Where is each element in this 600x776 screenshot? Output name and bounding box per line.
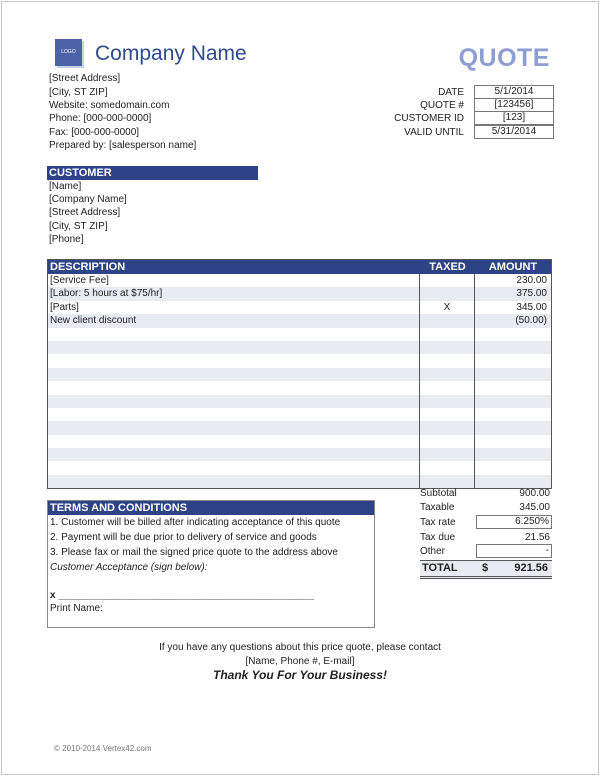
table-row[interactable]: [48, 301, 551, 314]
item-description[interactable]: [48, 328, 420, 341]
item-amount[interactable]: [475, 448, 551, 461]
item-amount[interactable]: [475, 395, 551, 408]
tax-rate-label: Tax rate: [420, 517, 456, 528]
item-description[interactable]: [48, 408, 420, 421]
item-taxed[interactable]: [420, 395, 475, 408]
customer-id-field[interactable]: [123]: [474, 111, 554, 125]
item-taxed[interactable]: [420, 274, 475, 287]
table-row[interactable]: [48, 395, 551, 408]
line-items-table: [47, 259, 552, 489]
table-row[interactable]: [48, 368, 551, 381]
prepared-by: Prepared by: [salesperson name]: [49, 140, 197, 151]
taxed-header: TAXED: [429, 261, 466, 273]
date-label: DATE: [438, 87, 464, 98]
item-amount[interactable]: 230.00: [516, 275, 547, 286]
thank-you-message: Thank You For Your Business!: [212, 668, 388, 682]
amount-header: AMOUNT: [488, 261, 538, 273]
fax: Fax: [000-000-0000]: [49, 127, 140, 138]
acceptance-label: Customer Acceptance (sign below):: [50, 562, 208, 573]
table-row[interactable]: [48, 354, 551, 367]
quote-title: QUOTE: [458, 44, 550, 72]
term-1: 1. Customer will be billed after indicating acceptance of this quote: [50, 517, 341, 528]
customer-company: [Company Name]: [49, 194, 127, 205]
item-amount[interactable]: 345.00: [516, 301, 547, 313]
quote-number-field[interactable]: [123456]: [474, 98, 554, 112]
customer-id-label: CUSTOMER ID: [394, 113, 464, 124]
item-amount[interactable]: [475, 354, 551, 367]
customer-heading: CUSTOMER: [47, 166, 258, 180]
city-state-zip: [City, ST ZIP]: [49, 87, 108, 98]
taxable-value: 345.00: [519, 502, 550, 513]
item-amount[interactable]: [475, 421, 551, 434]
item-description[interactable]: [48, 475, 420, 488]
item-taxed[interactable]: [420, 408, 475, 421]
item-amount[interactable]: [475, 408, 551, 421]
item-description[interactable]: [48, 341, 420, 354]
table-row[interactable]: [48, 421, 551, 434]
company-logo: LOGO: [55, 39, 82, 66]
tax-due-value: 21.56: [524, 532, 550, 543]
item-taxed[interactable]: [420, 354, 475, 367]
item-description[interactable]: New client discount: [48, 314, 420, 327]
customer-name: [Name]: [49, 181, 82, 192]
item-taxed[interactable]: [420, 287, 475, 300]
item-taxed[interactable]: [420, 341, 475, 354]
taxable-label: Taxable: [420, 502, 455, 513]
item-taxed[interactable]: [420, 448, 475, 461]
item-taxed[interactable]: [420, 368, 475, 381]
item-description[interactable]: [48, 435, 420, 448]
currency-symbol: $: [482, 562, 489, 574]
table-row[interactable]: [48, 328, 551, 341]
item-taxed[interactable]: [420, 421, 475, 434]
item-description[interactable]: [48, 354, 420, 367]
total-label: TOTAL: [422, 562, 458, 574]
table-row[interactable]: [48, 448, 551, 461]
print-name-label: Print Name:: [50, 603, 103, 614]
table-header: [48, 260, 551, 274]
street-address: [Street Address]: [49, 73, 121, 84]
item-taxed[interactable]: [420, 435, 475, 448]
subtotal-label: Subtotal: [420, 488, 457, 499]
customer-street: [Street Address]: [49, 207, 121, 218]
item-taxed[interactable]: [420, 461, 475, 474]
item-description[interactable]: [48, 421, 420, 434]
table-row[interactable]: [48, 287, 551, 300]
item-description[interactable]: [48, 448, 420, 461]
term-2: 2. Payment will be due prior to delivery of service and goods: [50, 532, 317, 543]
item-description[interactable]: [48, 395, 420, 408]
table-row[interactable]: [48, 341, 551, 354]
contact-line: If you have any questions about this price quote, please contact: [159, 642, 441, 653]
item-amount[interactable]: [475, 461, 551, 474]
total-value: 921.56: [514, 562, 548, 574]
item-taxed[interactable]: X: [420, 301, 475, 314]
table-row[interactable]: [48, 314, 551, 327]
description-header: DESCRIPTION: [50, 261, 126, 273]
customer-city: [City, ST ZIP]: [49, 221, 108, 232]
item-description[interactable]: [Service Fee]: [48, 274, 420, 287]
subtotal-value: 900.00: [519, 488, 550, 499]
contact-info: [Name, Phone #, E-mail]: [245, 656, 355, 667]
tax-due-label: Tax due: [420, 532, 456, 543]
item-amount[interactable]: [475, 341, 551, 354]
other-label: Other: [420, 546, 446, 557]
item-taxed[interactable]: [420, 314, 475, 327]
table-row[interactable]: [48, 461, 551, 474]
item-amount[interactable]: [475, 381, 551, 394]
table-row[interactable]: [48, 274, 551, 287]
phone: Phone: [000-000-0000]: [49, 113, 152, 124]
valid-until-label: VALID UNTIL: [404, 127, 464, 138]
company-name: Company Name: [95, 42, 247, 65]
copyright: © 2010-2014 Vertex42.com: [54, 744, 152, 753]
item-description[interactable]: [Parts]: [48, 301, 420, 314]
item-amount[interactable]: 375.00: [516, 288, 547, 300]
tax-rate-field[interactable]: 6.250%: [476, 515, 552, 529]
quote-number-label: QUOTE #: [420, 100, 464, 111]
item-taxed[interactable]: [420, 328, 475, 341]
terms-heading: TERMS AND CONDITIONS: [48, 501, 374, 515]
valid-until-field[interactable]: 5/31/2014: [474, 125, 554, 139]
date-field[interactable]: 5/1/2014: [474, 85, 554, 99]
other-field[interactable]: -: [476, 544, 552, 558]
term-3: 3. Please fax or mail the signed price quote to the address above: [50, 547, 338, 558]
table-row[interactable]: [48, 435, 551, 448]
total-row: [420, 560, 552, 579]
item-amount[interactable]: [475, 435, 551, 448]
item-description[interactable]: [48, 381, 420, 394]
signature-line[interactable]: x ______________________________________________: [50, 590, 315, 601]
item-description[interactable]: [Labor: 5 hours at $75/hr]: [48, 287, 420, 300]
item-amount[interactable]: [475, 328, 551, 341]
item-description[interactable]: [48, 461, 420, 474]
table-row[interactable]: [48, 408, 551, 421]
item-amount[interactable]: (50.00): [515, 315, 547, 327]
website: Website: somedomain.com: [49, 100, 170, 111]
item-amount[interactable]: [475, 368, 551, 381]
table-row[interactable]: [48, 381, 551, 394]
item-description[interactable]: [48, 368, 420, 381]
table-body: [48, 274, 551, 488]
item-taxed[interactable]: [420, 381, 475, 394]
customer-phone: [Phone]: [49, 234, 84, 245]
terms-box: [47, 500, 375, 628]
